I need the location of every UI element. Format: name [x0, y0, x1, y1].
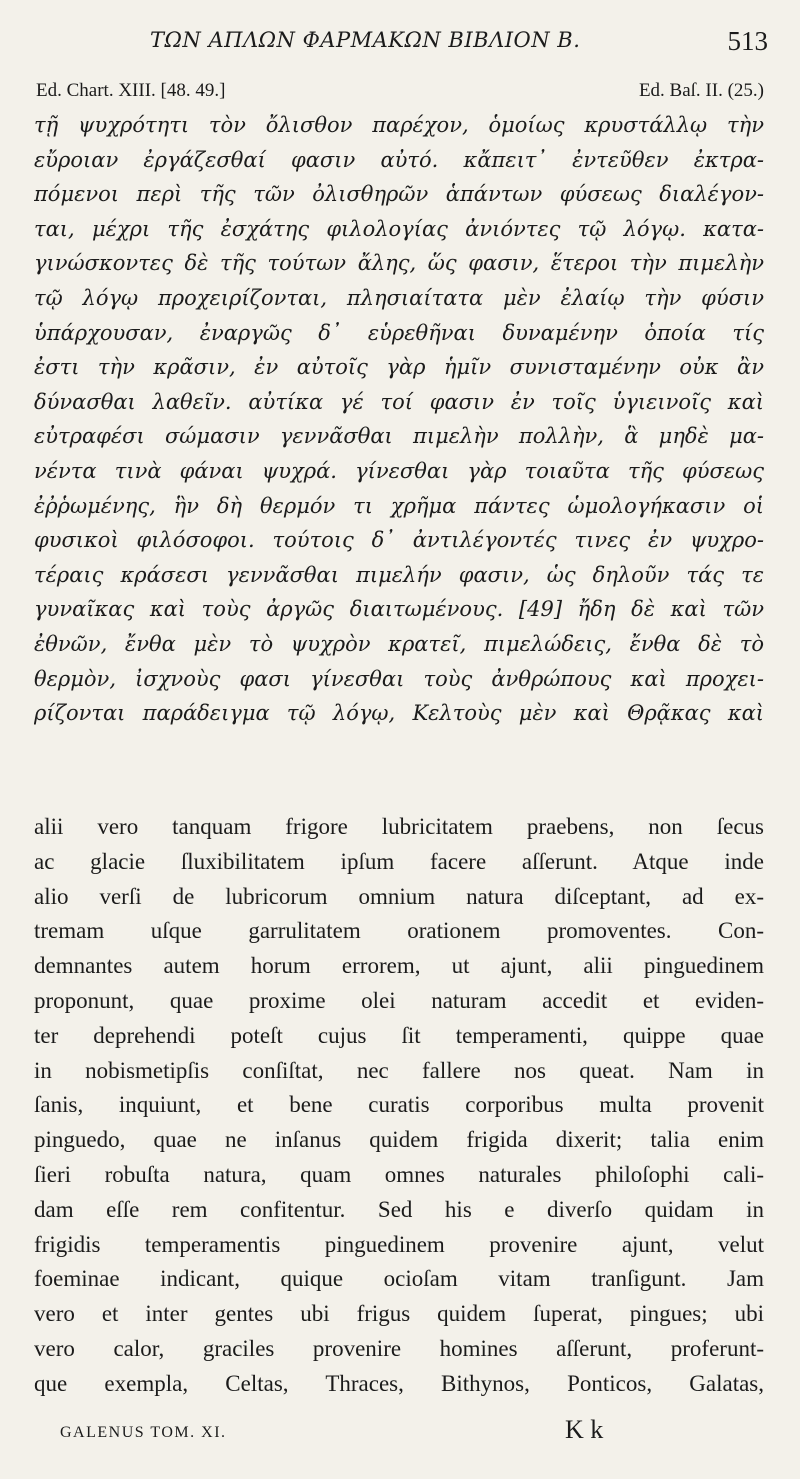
greek-line: ὑπάρχουσαν, ἐναργῶς δ᾽ εὑρεθῆναι δυναμένην ὁποία τίς	[34, 320, 764, 345]
edition-reference-left: Ed. Chart. XIII. [48. 49.]	[36, 80, 226, 101]
greek-line: γινώσκοντες δὲ τῆς τούτων ἄλης, ὥς φασιν, ἕτεροι τὴν πιμελὴν	[34, 251, 764, 276]
latin-line: que exempla, Celtas, Thraces, Bithynos, Ponticos, Galatas,	[34, 1370, 764, 1396]
edition-reference-right: Ed. Baſ. II. (25.)	[638, 80, 764, 101]
greek-line: ἐῤῥωμένης, ἣν δὴ θερμόν τι χρῆμα πάντες ὡμολογήκασιν οἱ	[34, 493, 764, 518]
latin-line: ac glacie ſluxibilitatem ipſum facere aſſerunt. Atque inde	[34, 848, 764, 874]
latin-line: alii vero tanquam frigore lubricitatem praebens, non ſecus	[34, 814, 764, 839]
latin-text-block	[34, 810, 764, 1402]
greek-line: ρίζονται παράδειγμα τῷ λόγῳ, Κελτοὺς μὲν καὶ Θρᾷκας καὶ	[34, 701, 764, 726]
latin-line: dam eſſe rem confitentur. Sed his e diverſo quidam in	[34, 1196, 764, 1222]
latin-line: tremam uſque garrulitatem orationem promoventes. Con-	[34, 918, 764, 944]
latin-line: alio verſi de lubricorum omnium natura diſceptant, ad ex-	[34, 883, 764, 909]
greek-line: εὐτραφέσι σώμασιν γεννᾶσθαι πιμελὴν πολλὴν, ἃ μηδὲ μα-	[34, 424, 764, 449]
latin-line: demnantes autem horum errorem, ut ajunt, alii pinguedinem	[34, 953, 764, 979]
greek-line: τέραις κράσεσι γεννᾶσθαι πιμελήν φασιν, ὡς δηλοῦν τάς τε	[34, 562, 764, 587]
running-title: ΤΩΝ ΑΠΛΩΝ ΦΑΡΜΑΚΩΝ ΒΙΒΛΙΟΝ Β.	[150, 28, 581, 52]
greek-line: ἐθνῶν, ἔνθα μὲν τὸ ψυχρὸν κρατεῖ, πιμελώδεις, ἔνθα δὲ τὸ	[34, 631, 764, 656]
greek-text-block	[34, 108, 764, 731]
latin-line: ſieri robuſta natura, quam omnes naturales philoſophi cali-	[34, 1161, 764, 1187]
greek-line: πόμενοι περὶ τῆς τῶν ὀλισθηρῶν ἁπάντων φύσεως διαλέγον-	[34, 182, 764, 207]
footer-signature: GALENUS TOM. XI.	[60, 1424, 227, 1441]
greek-line: ται, μέχρι τῆς ἐσχάτης φιλολογίας ἀνιόντες τῷ λόγῳ. κατα-	[34, 216, 764, 241]
greek-line: εὔροιαν ἐργάζεσθαί φασιν αὐτό. κἄπειτ᾽ ἐντεῦθεν ἐκτρα-	[34, 147, 764, 172]
greek-line: γυναῖκας καὶ τοὺς ἀργῶς διαιτωμένους. [49] ἤδη δὲ καὶ τῶν	[34, 597, 764, 622]
greek-line: φυσικοὶ φιλόσοφοι. τούτοις δ᾽ ἀντιλέγοντές τινες ἐν ψυχρο-	[34, 528, 764, 553]
greek-line: νέντα τινὰ φάναι ψυχρά. γίνεσθαι γὰρ τοιαῦτα τῆς φύσεως	[34, 458, 764, 483]
greek-line: ἐστι τὴν κρᾶσιν, ἐν αὐτοῖς γὰρ ἡμῖν συνισταμένην οὐκ ἂν	[34, 355, 764, 380]
latin-line: vero et inter gentes ubi frigus quidem ſuperat, pingues; ubi	[34, 1301, 764, 1327]
latin-line: in nobismetipſis conſiſtat, nec fallere nos queat. Nam in	[34, 1057, 764, 1083]
latin-line: frigidis temperamentis pinguedinem provenire ajunt, velut	[34, 1231, 764, 1257]
latin-line: ſanis, inquiunt, et bene curatis corporibus multa provenit	[34, 1092, 764, 1118]
greek-line: τῷ λόγῳ προχειρίζονται, πλησιαίτατα μὲν ἐλαίῳ τὴν φύσιν	[34, 285, 764, 310]
latin-line: pinguedo, quae ne inſanus quidem frigida dixerit; talia enim	[34, 1127, 764, 1153]
page-number: 513	[727, 26, 768, 56]
greek-line: δύνασθαι λαθεῖν. αὐτίκα γέ τοί φασιν ἐν τοῖς ὑγιεινοῖς καὶ	[34, 389, 764, 414]
latin-line: foeminae indicant, quique ocioſam vitam tranſigunt. Jam	[34, 1266, 764, 1292]
latin-line: vero calor, graciles provenire homines aſſerunt, proferunt-	[34, 1335, 764, 1361]
latin-line: ter deprehendi poteſt cujus ſit temperamenti, quippe quae	[34, 1022, 764, 1048]
greek-line: θερμὸν, ἰσχνοὺς φασι γίνεσθαι τοὺς ἀνθρώπους καὶ προχει-	[34, 666, 764, 691]
greek-line: τῇ ψυχρότητι τὸν ὄλισθον παρέχον, ὁμοίως κρυστάλλῳ τὴν	[34, 113, 764, 137]
latin-line: proponunt, quae proxime olei naturam accedit et eviden-	[34, 987, 764, 1013]
gathering-mark: K k	[565, 1415, 604, 1444]
